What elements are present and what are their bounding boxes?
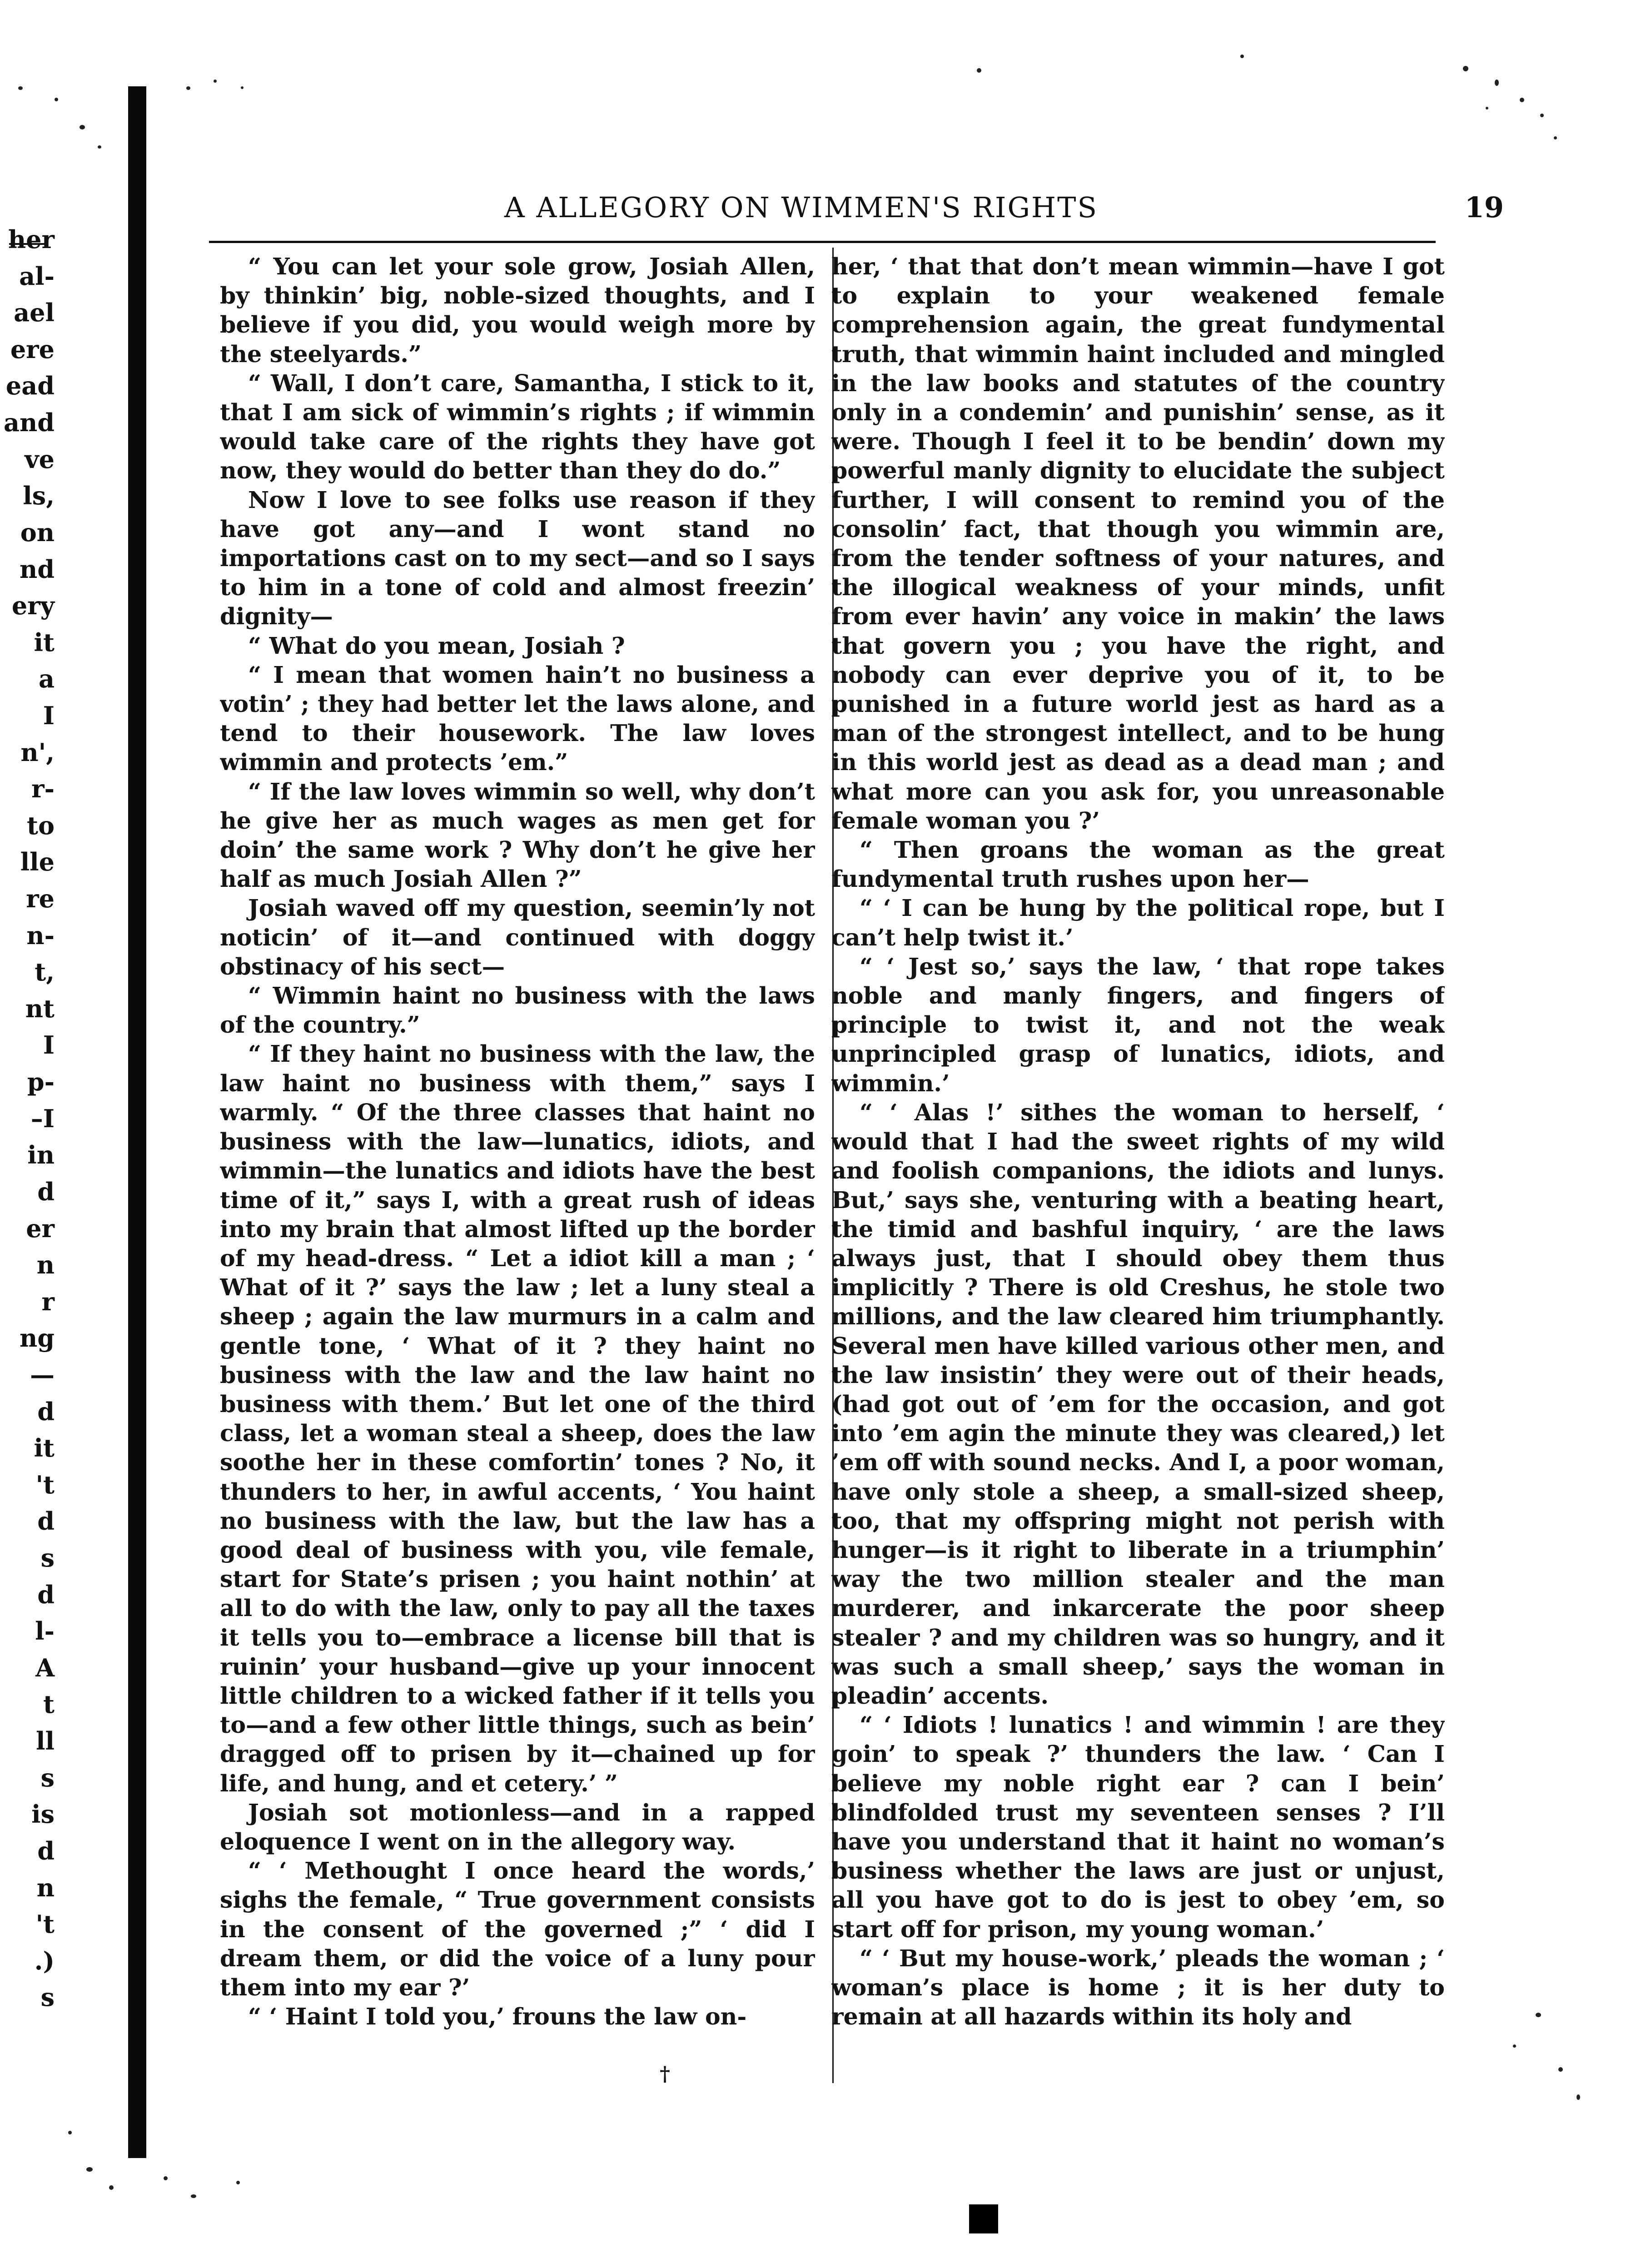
running-head	[209, 191, 1522, 227]
print-speck	[191, 2194, 196, 2198]
facing-page-fragment: nt	[25, 994, 55, 1023]
print-speck	[164, 2176, 168, 2180]
paragraph: “ ‘ I can be hung by the political rope, but I can’t help twist it.’	[831, 895, 1445, 951]
running-head-title: A ALLEGORY ON WIMMEN'S RIGHTS	[504, 191, 1098, 224]
facing-page-fragment: lle	[20, 847, 55, 876]
print-speck	[68, 2131, 72, 2134]
facing-page-fragment: er	[26, 1214, 55, 1243]
facing-page-fragment: p-	[27, 1067, 55, 1096]
facing-page-fragment: d	[37, 1836, 55, 1865]
print-speck	[1536, 2013, 1541, 2017]
facing-page-fragment: al-	[19, 262, 55, 291]
paragraph: “ Wimmin haint no business with the laws of the country.”	[220, 982, 815, 1039]
print-speck	[1540, 114, 1544, 117]
print-speck	[1486, 107, 1488, 109]
paragraph: “ ‘ But my house-work,’ pleads the woman ; ‘ woman’s place is home ; it is her duty to remain at all hazards within its holy and	[831, 1945, 1445, 2030]
paragraph: “ Then groans the woman as the great fundymental truth rushes upon her—	[831, 836, 1445, 893]
facing-page-fragment: her	[8, 227, 55, 254]
facing-page-fragment: is	[31, 1800, 55, 1829]
facing-page-fragment: and	[3, 408, 55, 437]
print-speck	[241, 86, 244, 89]
print-speck	[1576, 2094, 1580, 2100]
facing-page-fragment: —	[30, 1360, 55, 1389]
signature-mark: †	[660, 2063, 671, 2086]
print-speck	[80, 125, 85, 129]
paragraph: “ ‘ Idiots ! lunatics ! and wimmin ! are they goin’ to speak ?’ thunders the law. ‘ Can I believe my noble right ear ? can I bein’ blindfolded trust my seventeen senses ? I’ll have you understand that it haint no woman’s business whether the laws are just or unjust, all you have got to do is jest to obey ’em, so start off for prison, my young woman.’	[831, 1711, 1445, 1943]
print-speck	[186, 86, 190, 90]
facing-page-fragment: ls,	[23, 481, 55, 510]
facing-page-fragment: A	[35, 1653, 55, 1682]
header-rule	[209, 241, 1436, 243]
facing-page-fragment: to	[27, 811, 55, 840]
print-speck	[1495, 80, 1499, 86]
facing-page-fragment: d	[37, 1177, 55, 1206]
facing-page-fragment: n	[36, 1250, 55, 1279]
facing-page-fragment: d	[37, 1580, 55, 1609]
paragraph: “ ‘ Haint I told you,’ frouns the law on-	[248, 2003, 747, 2030]
facing-page-fragment: 't	[35, 1470, 55, 1499]
print-speck	[214, 80, 217, 83]
facing-page-fragment: t	[43, 1690, 55, 1719]
registration-block	[969, 2204, 998, 2233]
paragraph: Josiah sot motionless—and in a rapped eloquence I went on in the allegory way.	[220, 1799, 815, 1855]
facing-page-fragment: in	[27, 1140, 55, 1169]
facing-page-fragment: ead	[5, 371, 55, 400]
facing-page-fragment: n',	[20, 738, 55, 767]
print-speck	[86, 2167, 93, 2172]
print-speck	[1513, 2044, 1516, 2048]
facing-page-fragment: re	[26, 884, 55, 913]
facing-page-margin	[0, 227, 59, 2044]
facing-page-fragment: s	[40, 1763, 55, 1792]
print-speck	[1554, 136, 1557, 139]
facing-page-fragment: it	[34, 628, 55, 657]
paragraph-continuation: her, ‘ that that don’t mean wimmin—have I got to explain to your weakened female comprehension again, the great fundymental truth, that wimmin haint included and mingled in the law books and statutes of the country only in a condemin’ and punishin’ sense, as it were. Though I feel it to be bendin’ down my powerful manly dignity to elucidate the subject further, I will consent to remind you of the consolin’ fact, that though you wimmin are, from the tender softness of your natures, and the illogical weakness of your minds, unfit from ever havin’ any voice in makin’ the laws that govern you ; you have the right, and nobody can ever deprive you of it, to be punished in a future world jest as hard as a man of the strongest intellect, and to be hung in this world jest as dead as a dead man ; and what more can you ask for, you unreasonable female woman you ?’	[831, 253, 1445, 834]
facing-page-fragment: s	[40, 1983, 55, 2012]
facing-page-fragment: I	[43, 1030, 55, 1059]
print-speck	[977, 68, 981, 73]
facing-page-fragment: ng	[19, 1323, 55, 1353]
facing-page-fragment: –I	[30, 1104, 55, 1133]
facing-page-fragment: l-	[35, 1616, 55, 1646]
facing-page-fragment: .)	[34, 1946, 55, 1975]
print-speck	[109, 2185, 114, 2190]
binding-gutter-shadow	[128, 86, 146, 2158]
paragraph: “ If the law loves wimmin so well, why don’t he give her as much wages as men get for doin’ the same work ? Why don’t he give her half as much Josiah Allen ?”	[220, 778, 815, 893]
right-text-column	[831, 252, 1445, 2092]
facing-page-fragment: 't	[35, 1910, 55, 1939]
facing-page-fragment: s	[40, 1543, 55, 1572]
print-speck	[98, 145, 101, 149]
print-speck	[1558, 2067, 1563, 2072]
print-speck	[1520, 98, 1524, 102]
facing-page-fragment: a	[39, 664, 55, 693]
print-speck	[1240, 55, 1244, 58]
paragraph: “ You can let your sole grow, Josiah Allen, by thinkin’ big, noble-sized thoughts, and I believe if you did, you would weigh more by the steelyards.”	[220, 253, 815, 368]
facing-page-fragment: nd	[19, 555, 55, 584]
paragraph: “ ‘ Methought I once heard the words,’ sighs the female, “ True government consists in the consent of the governed ;” ‘ did I dream them, or did the voice of a luny pour them into my ear ?’	[220, 1857, 815, 2001]
paragraph: “ ‘ Jest so,’ says the law, ‘ that rope takes noble and manly fingers, and fingers of principle to twist it, and not the weak unprincipled grasp of lunatics, idiots, and wimmin.’	[831, 953, 1445, 1097]
print-speck	[1463, 66, 1468, 71]
paragraph: Now I love to see folks use reason if they have got any—and I wont stand no importations cast on to my sect—and so I says to him in a tone of cold and almost freezin’ dignity—	[220, 486, 815, 630]
facing-page-fragment: d	[37, 1397, 55, 1426]
facing-page-fragment: it	[34, 1433, 55, 1462]
facing-page-fragment: r	[41, 1287, 55, 1316]
facing-page-fragment: n	[36, 1873, 55, 1902]
facing-page-fragment: ery	[11, 591, 55, 620]
left-text-column	[220, 252, 815, 2092]
facing-page-fragment: I	[43, 701, 55, 730]
facing-page-fragment: ere	[10, 335, 55, 364]
paragraph: “ What do you mean, Josiah ?	[248, 632, 625, 659]
paragraph: “ ‘ Alas !’ sithes the woman to herself, ‘ would that I had the sweet rights of my wild and foolish companions, the idiots and lunys. But,’ says she, venturing with a beating heart, the timid and bashful inquiry, ‘ are the laws always just, that I should obey them thus implicitly ? There is old Creshus, he stole two millions, and the law cleared him triumphantly. Several men have killed various other men, and the law insistin’ they were out of their heads, (had got out of ’em for the occasion, and got into ’em agin the minute they was cleared,) let ’em off with sound necks. And I, a poor woman, have only stole a sheep, a small-sized sheep, too, that my offspring might not perish with hunger—is it right to liberate in a triumphin’ way the two million stealer and the man murderer, and inkarcerate the poor sheep stealer ? and my children was so hungry, and it was such a small sheep,’ says the woman in pleadin’ accents.	[831, 1099, 1445, 1709]
print-speck	[18, 86, 23, 90]
print-speck	[55, 98, 58, 101]
facing-page-fragment: ael	[14, 298, 55, 327]
paragraph: “ If they haint no business with the law, the law haint no business with them,” says I warmly. “ Of the three classes that haint no business with the law—lunatics, idiots, and wimmin—the lunatics and idiots have the best time of it,” says I, with a great rush of ideas into my brain that almost lifted up the border of my head-dress. “ Let a idiot kill a man ; ‘ What of it ?’ says the law ; let a luny steal a sheep ; again the law murmurs in a calm and gentle tone, ‘ What of it ? they haint no business with the law and the law haint no business with them.’ But let one of the third class, let a woman steal a sheep, does the law soothe her in these comfortin’ tones ? No, it thunders to her, in awful accents, ‘ You haint no business with the law, but the law has a good deal of business with you, vile female, start for State’s prisen ; you haint nothin’ at all to do with the law, only to pay all the taxes it tells you to—embrace a license bill that is ruinin’ your husband—give up your innocent little children to a wicked father if it tells you to—and a few other little things, such as bein’ dragged off to prisen by it—chained up for life, and hung, and et cetery.’ ”	[220, 1040, 815, 1797]
facing-page-fragment: ll	[35, 1726, 55, 1756]
facing-page-fragment: d	[37, 1507, 55, 1536]
print-speck	[236, 2181, 240, 2184]
paragraph: Josiah waved off my question, seemin’ly not noticin’ of it—and continued with doggy obstinacy of his sect—	[220, 895, 815, 980]
facing-page-fragment: r-	[31, 774, 55, 803]
facing-page-fragment: t,	[35, 957, 55, 986]
facing-page-fragment: ve	[25, 445, 55, 474]
paragraph: “ I mean that women hain’t no business a votin’ ; they had better let the laws alone, and tend to their housework. The law loves wimmin and protects ’em.”	[220, 661, 815, 776]
page-number: 19	[1464, 191, 1504, 224]
facing-page-fragment: n-	[26, 921, 55, 950]
paragraph: “ Wall, I don’t care, Samantha, I stick to it, that I am sick of wimmin’s rights ; if wimmin would take care of the rights they have got now, they would do better than they do do.”	[220, 369, 815, 484]
facing-page-fragment: on	[20, 518, 55, 547]
